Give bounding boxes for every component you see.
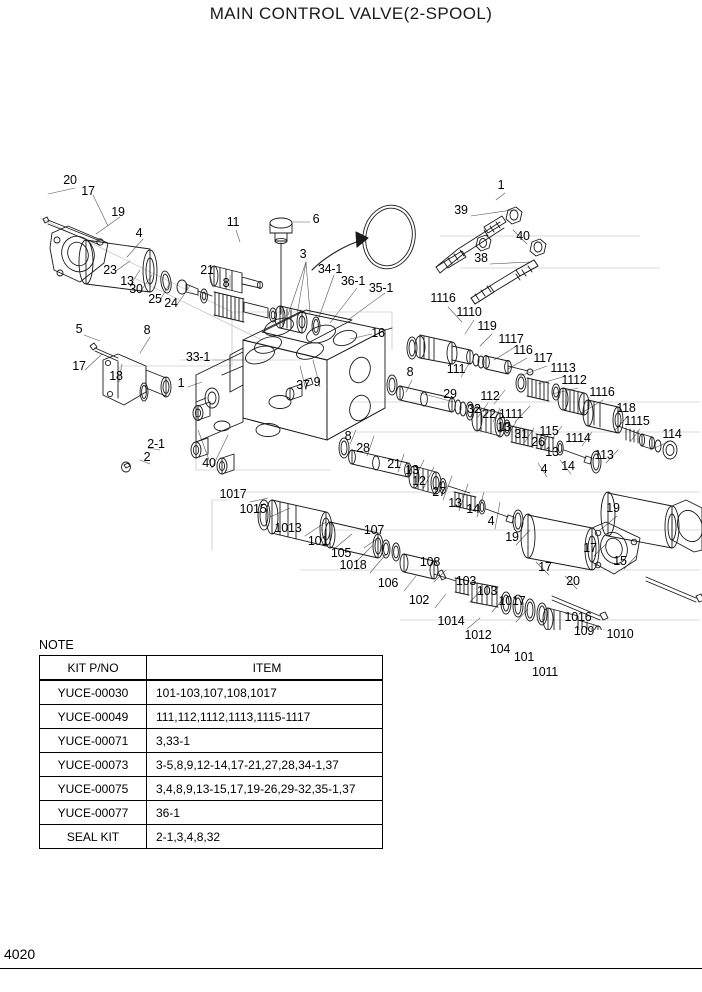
- part-washer-118: [655, 440, 661, 452]
- part-tie-rod-39: [436, 216, 506, 273]
- callout-number: 13: [405, 462, 419, 477]
- part-spring-1112: [527, 378, 549, 401]
- part-bolt-5: [90, 343, 118, 361]
- part-bolt-15: [646, 577, 702, 602]
- callout-number: 31: [514, 426, 528, 441]
- callout-number: 1013: [274, 520, 302, 535]
- callout-number: 13: [497, 419, 511, 434]
- callout-number: 114: [662, 426, 682, 441]
- callout-number: 102: [408, 592, 430, 607]
- part-plug-40b: [217, 454, 234, 474]
- callout-number: 21: [387, 456, 401, 471]
- callout-number: 1117: [498, 331, 524, 346]
- part-tie-rod-38: [471, 260, 538, 304]
- callout-number: 1014: [437, 613, 465, 628]
- callout-number: 32: [467, 401, 481, 416]
- callout-number: 22: [482, 406, 496, 421]
- callout-number: 37: [296, 377, 310, 392]
- callout-number: 109: [573, 623, 595, 638]
- callout-number: 17: [538, 559, 552, 574]
- callout-number: 112: [480, 388, 500, 403]
- callout-number: 2: [143, 449, 151, 464]
- callout-number: 14: [466, 501, 480, 516]
- part-washer-13: [201, 289, 208, 303]
- callout-number: 1111: [498, 406, 524, 421]
- part-nut-40-right: [530, 239, 546, 256]
- part-fitting-11: [210, 266, 263, 293]
- callout-number: 11: [226, 214, 240, 229]
- table-row: [40, 680, 383, 705]
- callout-number: 1115: [624, 413, 650, 428]
- callout-number: 4: [540, 461, 548, 476]
- callout-number: 27: [432, 484, 446, 499]
- callout-number: 111: [446, 361, 466, 376]
- callout-number: 33-1: [185, 349, 211, 364]
- callout-number: 36-1: [340, 273, 366, 288]
- callout-number: 118: [616, 400, 636, 415]
- part-spring-25: [214, 292, 244, 322]
- callout-number: 116: [513, 342, 533, 357]
- callout-number: 8: [143, 322, 151, 337]
- callout-number: 26: [531, 434, 545, 449]
- callout-number: 1110: [456, 304, 482, 319]
- callout-number: 3: [299, 246, 307, 261]
- cell-kit-pno: YUCE-00071: [40, 729, 147, 753]
- callout-number: 25: [148, 291, 162, 306]
- callout-number: 15: [613, 553, 627, 568]
- callout-number: 119: [477, 318, 497, 333]
- callout-number: 16: [371, 325, 385, 340]
- callout-number: 13: [545, 444, 559, 459]
- page-number: 4020: [4, 946, 36, 962]
- callout-number: 101: [513, 649, 535, 664]
- column-header-kit-pno: KIT P/NO: [40, 656, 147, 681]
- table-row: [40, 777, 383, 801]
- cell-item-list: 2-1,3,4,8,32: [147, 825, 383, 849]
- callout-number: 19: [505, 529, 519, 544]
- callout-number: 5: [75, 321, 83, 336]
- kit-parts-table: [39, 655, 383, 849]
- callout-number: 1011: [531, 664, 559, 679]
- callout-number: 103: [455, 573, 477, 588]
- callout-number: 13: [448, 495, 462, 510]
- part-oring-1113: [516, 374, 526, 392]
- assembly-phantom-lines: [40, 214, 700, 620]
- callout-number: 34-1: [317, 261, 343, 276]
- callout-number: 21: [200, 262, 214, 277]
- part-plug-6: [270, 218, 292, 314]
- part-nut-1115: [639, 434, 654, 449]
- cell-item-list: 3,4,8,9,13-15,17,19-26,29-32,35-1,37: [147, 777, 383, 801]
- callout-number: 1116: [589, 384, 615, 399]
- cell-kit-pno: YUCE-00075: [40, 777, 147, 801]
- part-oring-8b: [140, 383, 148, 401]
- cell-item-list: 111,112,1112,1113,1115-1117: [147, 705, 383, 729]
- callout-number: 1114: [565, 430, 591, 445]
- callout-number: 103: [476, 583, 498, 598]
- part-pin-1018: [434, 570, 456, 581]
- callout-number: 18: [109, 368, 123, 383]
- callout-number: 1016: [564, 609, 592, 624]
- callout-number: 23: [103, 262, 117, 277]
- column-header-item: ITEM: [147, 656, 383, 681]
- part-spring-115: [626, 428, 638, 443]
- part-detail-16: [385, 328, 392, 330]
- part-oring-103-b: [525, 599, 535, 621]
- callout-number: 2-1: [147, 436, 165, 451]
- cell-kit-pno: SEAL KIT: [40, 825, 147, 849]
- callout-number: 8: [344, 428, 352, 443]
- callout-number: 17: [583, 540, 597, 555]
- callout-number: 35-1: [368, 280, 394, 295]
- page-title: MAIN CONTROL VALVE(2-SPOOL): [209, 4, 493, 23]
- callout-number: 4: [135, 225, 143, 240]
- callout-number: 19: [111, 204, 125, 219]
- callout-number: 1012: [464, 627, 492, 642]
- callout-number: 12: [412, 473, 426, 488]
- callout-number: 1113: [550, 360, 576, 375]
- callout-number: 107: [363, 522, 385, 537]
- part-body-1110: [415, 335, 457, 364]
- table-row: [40, 801, 383, 825]
- part-flange-17: [50, 226, 108, 282]
- part-bushing-1111: [558, 388, 589, 415]
- part-oring-107: [392, 543, 400, 561]
- callout-number: 13: [120, 273, 134, 288]
- part-oring-1116a: [407, 337, 417, 359]
- callout-number: 1: [177, 375, 185, 390]
- part-rod-24: [244, 302, 268, 318]
- part-main-valve-body: [196, 310, 385, 442]
- cell-item-list: 36-1: [147, 801, 383, 825]
- table-row: [40, 729, 383, 753]
- callout-number: 8: [222, 275, 230, 290]
- callout-number: 40: [516, 228, 530, 243]
- callout-number: 20: [566, 573, 580, 588]
- table-row: [40, 753, 383, 777]
- callout-number: 29: [443, 386, 457, 401]
- part-washer-112: [455, 400, 466, 416]
- part-nut-40-mid: [476, 235, 491, 251]
- callout-number: 105: [330, 545, 352, 560]
- part-oring-1017-b: [537, 603, 547, 625]
- cell-kit-pno: YUCE-00049: [40, 705, 147, 729]
- part-sleeve-116: [483, 356, 512, 375]
- callout-number: 108: [419, 554, 441, 569]
- part-oring-8-right: [387, 375, 397, 395]
- callout-number: 39: [454, 202, 468, 217]
- callout-number: 115: [539, 423, 559, 438]
- note-label: NOTE: [39, 638, 74, 652]
- callout-number: 1010: [606, 626, 634, 641]
- cell-kit-pno: YUCE-00073: [40, 753, 147, 777]
- callout-number: 8: [406, 364, 414, 379]
- callout-number: 1017: [498, 593, 526, 608]
- table-row: [40, 825, 383, 849]
- callout-number: 101: [307, 533, 329, 548]
- cell-item-list: 101-103,107,108,1017: [147, 680, 383, 705]
- callout-number: 1018: [339, 557, 367, 572]
- callout-number: 20: [63, 172, 77, 187]
- part-nut-1-right: [506, 207, 522, 224]
- callout-number: 106: [377, 575, 399, 590]
- callout-number: 1112: [561, 372, 587, 387]
- part-plug-2: [122, 462, 131, 472]
- callout-number: 17: [72, 358, 86, 373]
- callout-number: 1: [497, 177, 505, 192]
- footer-divider: [0, 968, 702, 969]
- part-oring-101-a: [382, 540, 390, 558]
- cell-item-list: 3,33-1: [147, 729, 383, 753]
- callout-number: 38: [474, 250, 488, 265]
- callout-number: 14: [561, 458, 575, 473]
- callout-number: 40: [202, 455, 216, 470]
- callout-number: 1116: [430, 290, 456, 305]
- cell-item-list: 3-5,8,9,12-14,17-21,27,28,34-1,37: [147, 753, 383, 777]
- cell-kit-pno: YUCE-00030: [40, 680, 147, 705]
- callout-number: 6: [312, 211, 320, 226]
- part-nut-114: [663, 441, 677, 459]
- callout-number: 1017: [219, 486, 247, 501]
- callout-number: 1015: [239, 501, 267, 516]
- callout-number: 117: [533, 350, 553, 365]
- cell-kit-pno: YUCE-00077: [40, 801, 147, 825]
- callout-number: 19: [606, 500, 620, 515]
- table-row: [40, 705, 383, 729]
- callout-number: 30: [129, 281, 143, 296]
- callout-number: 4: [487, 513, 495, 528]
- callout-number: 28: [356, 440, 370, 455]
- callout-number: 9: [313, 374, 321, 389]
- callout-number: 24: [164, 295, 178, 310]
- callout-number: 104: [489, 641, 511, 656]
- table-header-row: [40, 656, 383, 681]
- callout-number: 17: [81, 183, 95, 198]
- callout-number: 113: [594, 447, 614, 462]
